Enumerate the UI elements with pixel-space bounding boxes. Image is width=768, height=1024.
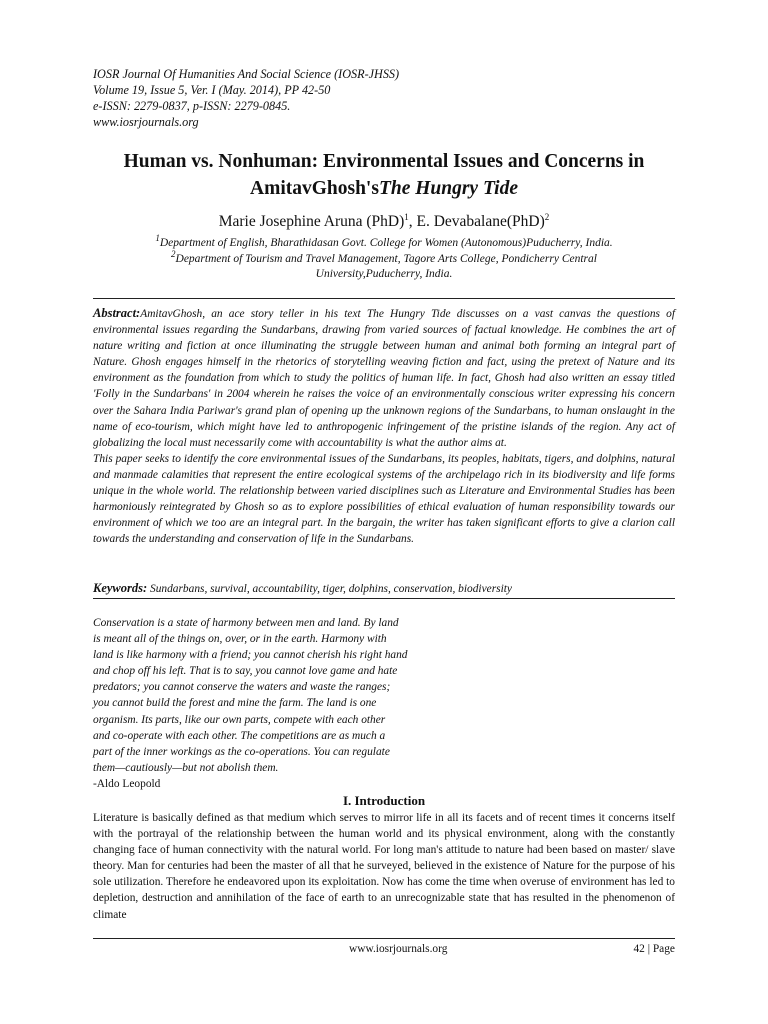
- title-author-name: AmitavGhosh's: [250, 178, 379, 199]
- abstract-para-2: This paper seeks to identify the core environmental issues of the Sundarbans, its peoples, habitats, tigers, and dolphins, natural and manmade calamities that represent the entire ecological systems of the archipelago rich in its biodiversity and life forms unique in the whole world. The relationship between varied disciplines such as Literature and Environmental Studies has been harmoniously reintegrated by Ghosh so as to explore possibilities of ethical evaluation of human responsibility towards our environment of which we too are an integral part. In the bargain, the writer has taken significant efforts to give a clarion call towards the understanding and conservation of life in the Sundarbans.: [93, 452, 675, 546]
- keywords-bottom-rule: [93, 598, 675, 599]
- epigraph-line: land is like harmony with a friend; you cannot cherish his right hand: [93, 649, 408, 662]
- abstract-text-1: AmitavGhosh, an ace story teller in his text The Hungry Tide discusses on a vast canvas the questions of environmental issues regarding the Sundarbans, drawing from varied sources of factual knowledge. He combines the art of nature writing and fiction at once illuminating the struggle between human and animal both forming an integral part of Nature. Ghosh engages himself in the rhetorics of storytelling weaving fiction and fact, using the pretext of Nature and its environment as the foundation from which to study the politics of human life. In fact, Ghosh had also written an essay titled 'Folly in the Sundarbans' in 2004 wherein he raises the voice of an environmentally conscious writer expressing his concern over the Sahara India Pariwar's grand plan of opening up the unknown regions of the Sundarbans, to human onslaught in the name of eco-tourism, which might have led to anthropogenic infringement of the pristine islands of the region. Any act of globalizing the local must necessarily come with accountability is what the author aims at.: [93, 308, 675, 449]
- journal-issn: e-ISSN: 2279-0837, p-ISSN: 2279-0845.: [93, 99, 291, 113]
- page-footer: [0, 941, 768, 957]
- epigraph-line: Conservation is a state of harmony between men and land. By land: [93, 617, 399, 629]
- affiliation-1: [120, 233, 648, 252]
- introduction-paragraph: Literature is basically defined as that medium which serves to mirror life in all its facets and of recent times it concerns itself with the portrayal of the relationship between the human world and its physical environment, along with the constantly changing face of human connectivity with the natural world. For long man's attitude to nature had been based on master/ slave theory. Man for centuries had been the master of all that he surveyed, believed in the existence of Nature for the purpose of his sole utilization. Therefore he endeavored upon its exploitation. Now has come the time when overuse of environment has led to depletion, destruction and annihilation of the face of earth to an unrecognizable state that has resulted in the phenomenon of climate: [93, 812, 675, 921]
- epigraph: [93, 615, 453, 792]
- affiliation-1-text: Department of English, Bharathidasan Govt. College for Women (Autonomous)Puducherry, India.: [159, 237, 613, 249]
- epigraph-line: part of the inner workings as the co-operations. You can regulate: [93, 745, 390, 758]
- footer-website[interactable]: www.iosrjournals.org: [349, 943, 448, 955]
- journal-volume: Volume 19, Issue 5, Ver. I (May. 2014), PP 42-50: [93, 83, 331, 97]
- title-line-2: [60, 175, 708, 202]
- footer-page-number: 42 | Page: [633, 943, 675, 955]
- keywords-label: Keywords: [93, 581, 143, 595]
- epigraph-line: them—cautiously—but not abolish them.: [93, 761, 279, 774]
- affiliation-2-text: Department of Tourism and Travel Management, Tagore Arts College, Pondicherry Central University,Puducherry, India.: [175, 252, 597, 280]
- author-2: E. Devabalane(PhD): [416, 213, 545, 230]
- paper-title: [60, 148, 708, 202]
- epigraph-line: and co-operate with each other. The competitions are as much a: [93, 729, 386, 742]
- keywords-colon: :: [143, 581, 148, 595]
- epigraph-line: you cannot build the forest and mine the farm. The land is one: [93, 697, 377, 710]
- epigraph-source: -Aldo Leopold: [93, 777, 161, 790]
- epigraph-line: predators; you cannot conserve the waters and waste the ranges;: [93, 681, 391, 694]
- author-list: [60, 212, 708, 232]
- abstract-label: Abstract:: [93, 306, 141, 320]
- epigraph-line: organism. Its parts, like our own parts, compete with each other: [93, 713, 386, 726]
- journal-website[interactable]: www.iosrjournals.org: [93, 115, 199, 129]
- title-line-1: Human vs. Nonhuman: Environmental Issues and Concerns in: [123, 151, 645, 172]
- affiliation-2-sup: 2: [171, 248, 176, 259]
- abstract-top-rule: [93, 298, 675, 299]
- footer-rule: [93, 938, 675, 939]
- epigraph-line: is meant all of the things on, over, or in the earth. Harmony with: [93, 633, 387, 646]
- introduction-body: [93, 810, 675, 923]
- title-book-name: The Hungry Tide: [378, 178, 518, 199]
- affiliation-1-sup: 1: [155, 233, 160, 244]
- affiliations: [120, 233, 648, 283]
- epigraph-line: and chop off his left. That is to say, you cannot love game and hate: [93, 665, 398, 678]
- journal-name: IOSR Journal Of Humanities And Social Science (IOSR-JHSS): [93, 67, 400, 81]
- section-heading-introduction: I. Introduction: [342, 793, 426, 808]
- abstract-para-1: [93, 305, 675, 451]
- author-1: Marie Josephine Aruna (PhD): [218, 213, 405, 230]
- author-1-sup: 1: [404, 211, 409, 222]
- keywords: [93, 580, 675, 597]
- journal-header: [93, 66, 653, 130]
- affiliation-2: [120, 248, 648, 283]
- author-2-sup: 2: [544, 211, 550, 222]
- abstract: [93, 305, 675, 547]
- keywords-text: Sundarbans, survival, accountability, tiger, dolphins, conservation, biodiversity: [147, 583, 512, 595]
- author-separator: ,: [408, 213, 417, 230]
